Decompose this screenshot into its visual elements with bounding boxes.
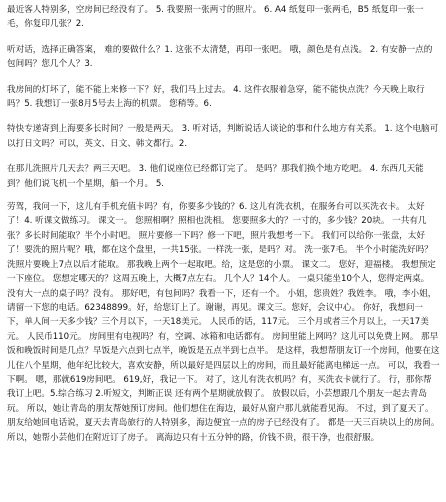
paragraph-5: 在那儿洗照片几天去？两三天吧。 3. 他们说座位已经都订完了。 是吗？那我们换个地方吃吧。 4. 东西几天能到？他们说飞机一个星期，船一个月。 5. <box>7 164 424 189</box>
paragraph-gap <box>7 151 440 162</box>
paragraph-gap <box>7 72 440 83</box>
paragraph-1: 最近客人特别多，空房间已经没有了。 5. 我要照一张两寸的照片。 6. A4 纸复印一张两毛，B5 纸复印一张一毛，你复印几张？2. <box>7 5 424 30</box>
paragraph-3: 我房间的灯坏了，能不能上来修一下？好，我们马上过去。 4. 这件衣服着急穿，能不能快点洗？今天晚上取行吗？5. 我想订一张8月5号去上海的机票。 您稍等。6. <box>7 84 425 110</box>
paragraph-gap <box>7 191 440 200</box>
paragraph-2: 听对话，选择正确答案， 难的要做什么？1. 这张不太清楚，再印一张吧。 哦，颜色是有点浅。 2. 有安静一点的包间吗？您几个人？3. <box>7 44 433 70</box>
paragraph-gap <box>7 111 440 122</box>
paragraph-gap <box>7 32 440 43</box>
paragraph-6: 劳驾，我问一下，这儿有手机充值卡吗？有，你要多少钱的？6. 这儿有洗衣机，在服务台可以买洗衣卡。 太好了！4. 听课文做练习。 课文一。 您照相啊？照相也洗相。 您要照多大的？一寸的，多少钱？20块。 一共有几张？多长时间能取？半个小时吧。 照片要修一下吗？修一下吧，照片我想考一下。 我们可以给你一张盘，太好了！要洗的照片呢？哦，都在这个盘里，一共15张。一样洗一张，是吗？对。 洗一张7毛。 半个小时能洗好吗？洗照片要晚上7点以后才能取。 那我晚上两个一起取吧。给，这是您的小票。 课文二。 您好，迎福楼。 我想预定一下座位。 您想定哪天的？这周五晚上，大概7点左右。 几个人？14个人。 一桌只能坐10个人，您得定两桌。 没有大一点的桌子吗？没有。 那好吧，有包间吗？我看一下，还有一个。 小姐，您贵姓？我姓李。 哦，李小姐，请留一下您的电话。62348899。好，给您订上了。谢谢，再见。课文三。您好，会议中心。 你好，我想问一下，单人间一天多少钱？三个月以下，一天18美元。 人民币的话，117元。 三个月或者三个月以上，一天17美元。 人民币110元。 房间里有电视吗？有，空调、冰箱和电话都有。 房间里能上网吗？这儿可以免费上网。 那早饭和晚饭时间是几点？早饭是六点到七点半，晚饭是五点半到七点半。 是这样，我想帮朋友订一个房间，他要在这儿住八个星期，他年纪比较大，喜欢安静，所以最好是四层以上的房间，而且最好能离电梯远一点。 可以，我看一下啊。 嗯，那就619房间吧。 619,好，我记一下。 对了，这儿有洗衣机吗？有，买洗衣卡就行了。 行，那你帮我订上吧。5.综合练习 2.听短文，判断正误 还有两个星期就放假了。 放假以后，小芸想跟几个朋友一起去青岛玩。 所以，她让青岛的朋友帮她预订房间。他们想住在海边，最好从窗户那儿就能看见海。 不过，到了夏天了。 朋友给她回电话说，夏天去青岛旅行的人特别多，海边便宜一点的房子已经没有了。 都是一天三百块以上的房间。 所以，她帮小芸他们在附近订了房子。 离海边只有十五分钟的路，价钱不贵，很干净，也很舒服。 <box>7 202 440 443</box>
paragraph-4: 特快专递寄到上海要多长时间？一般是两天。 3. 听对话，判断说话人谈论的事和什么地方有关系。 1. 这个电脑可以打日文吗？可以，英文、日文、韩文都行。2. <box>7 124 439 149</box>
